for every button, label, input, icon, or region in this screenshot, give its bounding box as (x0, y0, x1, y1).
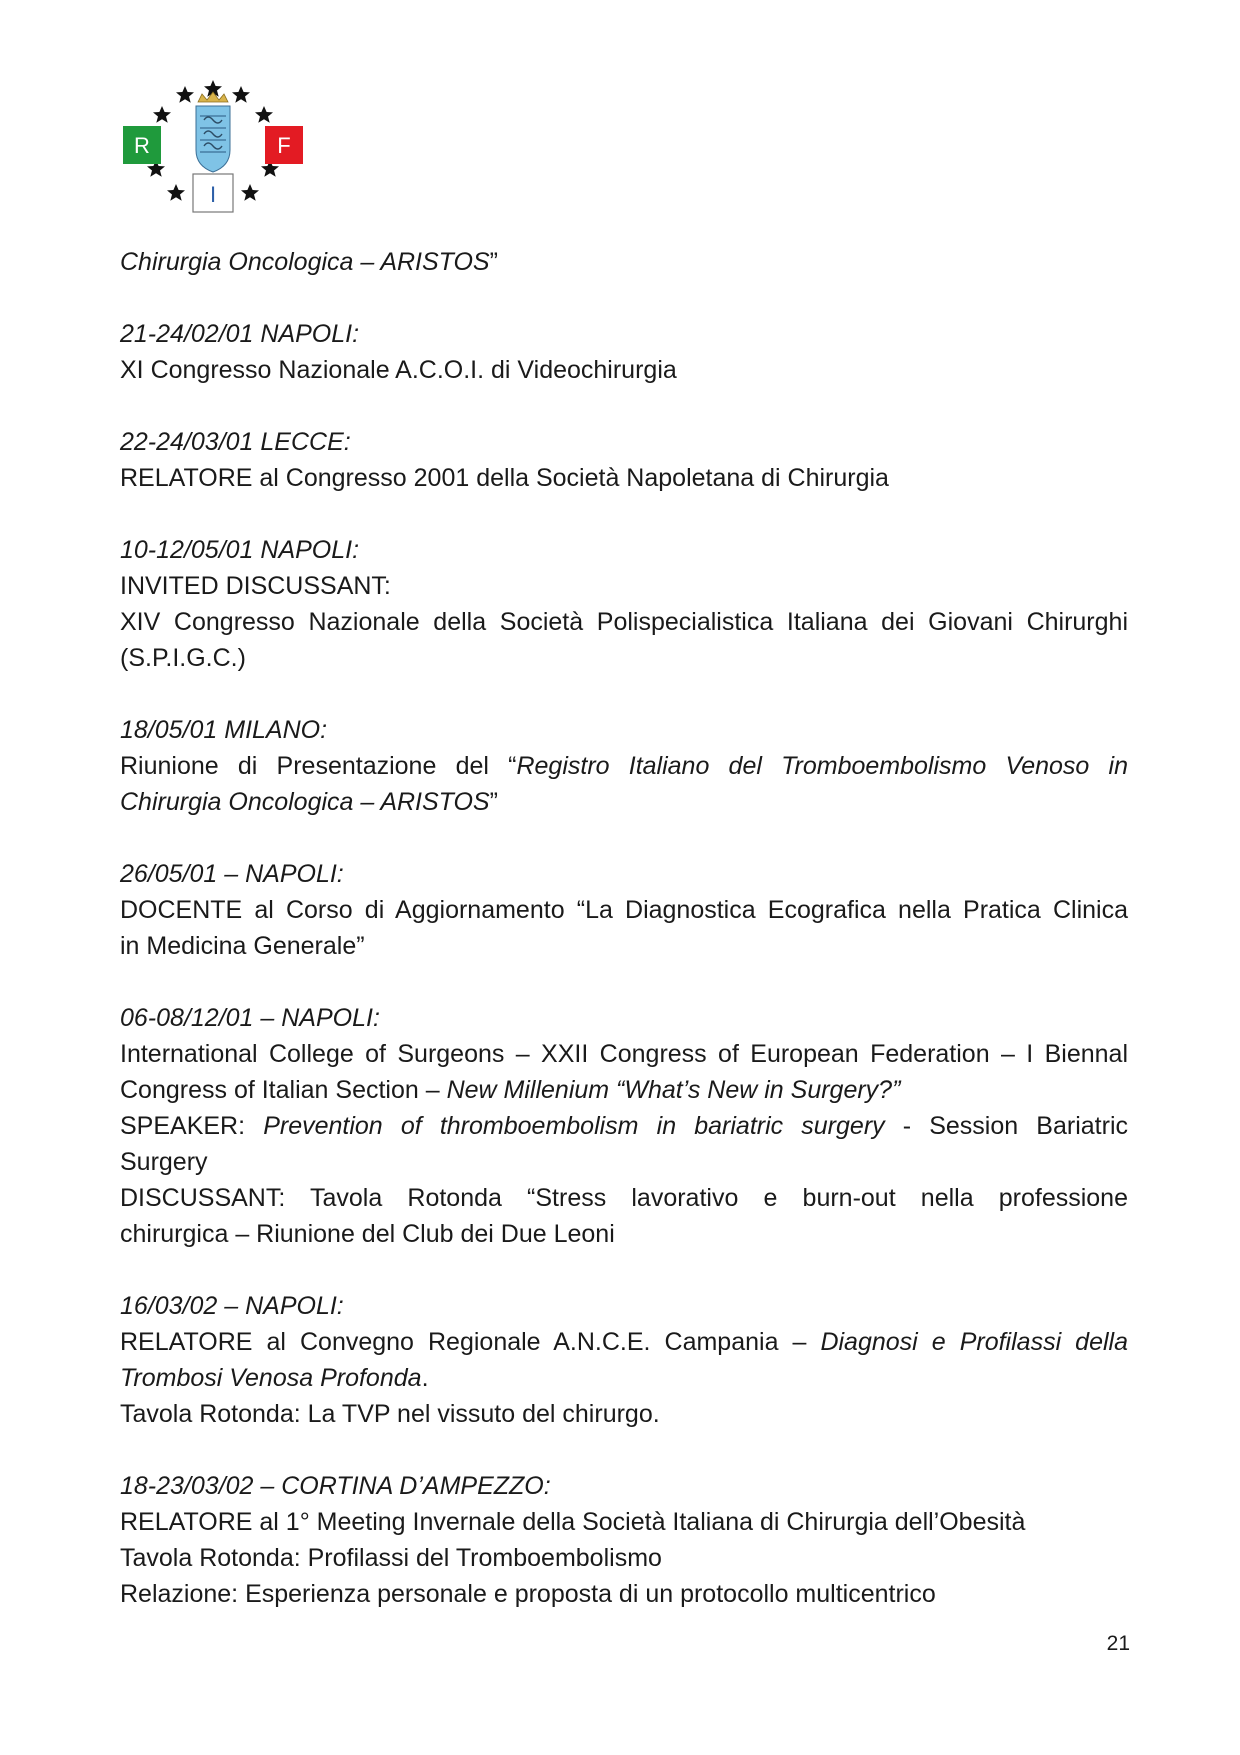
entry-text: Surgery (120, 1148, 208, 1176)
entry-date: 10-12/05/01 NAPOLI: (120, 536, 360, 564)
entry-date: 18/05/01 MILANO: (120, 716, 328, 744)
svg-text:I: I (209, 182, 217, 207)
entry-text: in Medicina Generale” (120, 932, 365, 960)
entry-text: Trombosi Venosa Profonda. (120, 1364, 429, 1392)
entry-text: Congress of Italian Section – New Millenium “What’s New in Surgery?” (120, 1076, 901, 1104)
entry-date: 18-23/03/02 – CORTINA D’AMPEZZO: (120, 1472, 551, 1500)
entry-date: 16/03/02 – NAPOLI: (120, 1292, 344, 1320)
entry-date: 06-08/12/01 – NAPOLI: (120, 1004, 380, 1032)
rfi-logo (118, 80, 308, 230)
entry-text: RELATORE al 1° Meeting Invernale della Società Italiana di Chirurgia dell’Obesità (120, 1508, 1026, 1536)
entry-text: DISCUSSANT: Tavola Rotonda “Stress lavorativo e burn-out nella professione (120, 1184, 1128, 1212)
page-number: 21 (1106, 1632, 1130, 1655)
document-body (120, 244, 1128, 1612)
entry-date: 26/05/01 – NAPOLI: (120, 860, 344, 888)
entry-date: 22-24/03/01 LECCE: (120, 428, 351, 456)
entry-text: RELATORE al Congresso 2001 della Società Napoletana di Chirurgia (120, 464, 889, 492)
svg-text:F: F (277, 133, 291, 158)
entry-text: Relazione: Esperienza personale e proposta di un protocollo multicentrico (120, 1580, 936, 1608)
entry-text: (S.P.I.G.C.) (120, 644, 246, 672)
carryover-line: Chirurgia Oncologica – ARISTOS” (120, 248, 498, 276)
svg-text:R: R (134, 133, 150, 158)
entry-text: Chirurgia Oncologica – ARISTOS” (120, 788, 498, 816)
entry-text: RELATORE al Convegno Regionale A.N.C.E. Campania – Diagnosi e Profilassi della (120, 1328, 1128, 1356)
entry-text: chirurgica – Riunione del Club dei Due Leoni (120, 1220, 615, 1248)
entry-text: Tavola Rotonda: La TVP nel vissuto del chirurgo. (120, 1400, 660, 1428)
entry-text: DOCENTE al Corso di Aggiornamento “La Diagnostica Ecografica nella Pratica Clinica (120, 896, 1128, 924)
entry-text: Riunione di Presentazione del “Registro Italiano del Tromboembolismo Venoso in (120, 752, 1128, 780)
entry-text: Tavola Rotonda: Profilassi del Tromboembolismo (120, 1544, 662, 1572)
entry-text: XIV Congresso Nazionale della Società Polispecialistica Italiana dei Giovani Chirurghi (120, 608, 1128, 636)
entry-text: INVITED DISCUSSANT: (120, 572, 391, 600)
entry-date: 21-24/02/01 NAPOLI: (120, 320, 360, 348)
entry-text: SPEAKER: Prevention of thromboembolism in bariatric surgery - Session Bariatric (120, 1112, 1128, 1140)
entry-text: XI Congresso Nazionale A.C.O.I. di Videochirurgia (120, 356, 677, 384)
coat-of-arms-icon (196, 92, 230, 172)
entry-text: International College of Surgeons – XXII Congress of European Federation – I Biennal (120, 1040, 1128, 1068)
